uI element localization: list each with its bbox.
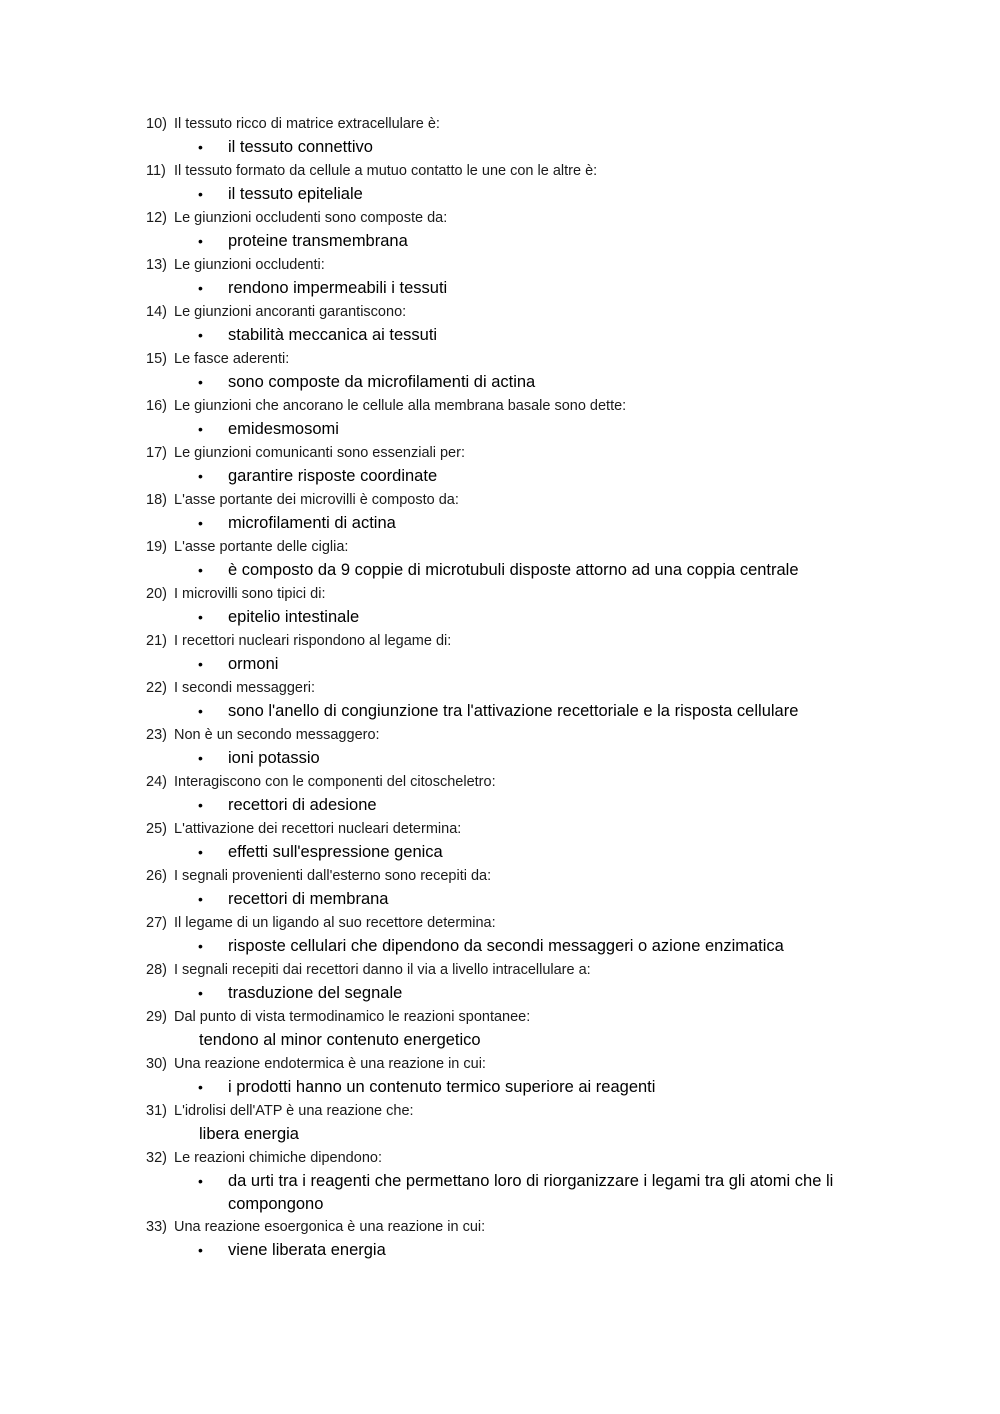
answer-line bbox=[146, 1075, 906, 1100]
question-number: 17) bbox=[146, 445, 167, 461]
answer-line bbox=[146, 182, 906, 207]
question-text: Il tessuto ricco di matrice extracellulare è: bbox=[174, 116, 440, 132]
answer-text: ormoni bbox=[228, 655, 279, 673]
question-line bbox=[146, 677, 906, 699]
bullet-icon: • bbox=[198, 797, 203, 813]
question-text: Le giunzioni che ancorano le cellule alla membrana basale sono dette: bbox=[174, 398, 627, 414]
question-number: 30) bbox=[146, 1056, 167, 1072]
answer-text: rendono impermeabili i tessuti bbox=[228, 279, 448, 297]
answer-line bbox=[146, 276, 906, 301]
question-text: Le fasce aderenti: bbox=[174, 351, 290, 367]
question-item bbox=[146, 1100, 906, 1147]
answer-text: il tessuto connettivo bbox=[228, 138, 373, 156]
answer-text: libera energia bbox=[199, 1125, 299, 1143]
question-line bbox=[146, 442, 906, 464]
question-item bbox=[146, 583, 906, 630]
bullet-icon: • bbox=[198, 327, 203, 343]
bullet-icon: • bbox=[198, 562, 203, 578]
question-number: 13) bbox=[146, 257, 167, 273]
question-line bbox=[146, 254, 906, 276]
question-item bbox=[146, 865, 906, 912]
answer-text: stabilità meccanica ai tessuti bbox=[228, 326, 438, 344]
question-line bbox=[146, 959, 906, 981]
answer-line bbox=[146, 699, 906, 724]
bullet-icon: • bbox=[198, 280, 203, 296]
question-line bbox=[146, 1100, 906, 1122]
question-text: Il tessuto formato da cellule a mutuo contatto le une con le altre è: bbox=[174, 163, 598, 179]
question-text: I segnali provenienti dall'esterno sono recepiti da: bbox=[174, 868, 492, 884]
answer-line bbox=[146, 840, 906, 865]
question-item bbox=[146, 113, 906, 160]
question-text: Una reazione esoergonica è una reazione in cui: bbox=[174, 1219, 486, 1235]
question-line bbox=[146, 583, 906, 605]
question-text: Il legame di un ligando al suo recettore determina: bbox=[174, 915, 496, 931]
question-line bbox=[146, 865, 906, 887]
bullet-icon: • bbox=[198, 515, 203, 531]
question-item bbox=[146, 677, 906, 724]
question-number: 29) bbox=[146, 1009, 167, 1025]
question-number: 26) bbox=[146, 868, 167, 884]
answer-line bbox=[146, 511, 906, 536]
answer-line bbox=[146, 1238, 906, 1263]
question-number: 27) bbox=[146, 915, 167, 931]
question-number: 12) bbox=[146, 210, 167, 226]
question-item bbox=[146, 771, 906, 818]
question-answer-list bbox=[146, 113, 906, 1263]
answer-text: ioni potassio bbox=[228, 749, 320, 767]
answer-line bbox=[146, 135, 906, 160]
question-item bbox=[146, 912, 906, 959]
question-line bbox=[146, 536, 906, 558]
answer-text: tendono al minor contenuto energetico bbox=[199, 1031, 481, 1049]
question-line bbox=[146, 348, 906, 370]
bullet-icon: • bbox=[198, 985, 203, 1001]
question-text: Non è un secondo messaggero: bbox=[174, 727, 380, 743]
answer-text: il tessuto epiteliale bbox=[228, 185, 363, 203]
question-text: L'idrolisi dell'ATP è una reazione che: bbox=[174, 1103, 414, 1119]
question-item bbox=[146, 724, 906, 771]
question-item bbox=[146, 395, 906, 442]
answer-line bbox=[146, 887, 906, 912]
question-number: 31) bbox=[146, 1103, 167, 1119]
question-text: Una reazione endotermica è una reazione in cui: bbox=[174, 1056, 486, 1072]
bullet-icon: • bbox=[198, 374, 203, 390]
question-line bbox=[146, 113, 906, 135]
answer-text: sono l'anello di congiunzione tra l'attivazione recettoriale e la risposta cellulare bbox=[228, 702, 799, 720]
question-text: Le reazioni chimiche dipendono: bbox=[174, 1150, 382, 1166]
answer-line bbox=[146, 934, 906, 959]
question-item bbox=[146, 1053, 906, 1100]
question-number: 21) bbox=[146, 633, 167, 649]
answer-text: da urti tra i reagenti che permettano loro di riorganizzare i legami tra gli atomi che li compongono bbox=[228, 1172, 834, 1213]
question-item bbox=[146, 442, 906, 489]
question-line bbox=[146, 1053, 906, 1075]
question-line bbox=[146, 630, 906, 652]
answer-line bbox=[146, 370, 906, 395]
question-item bbox=[146, 254, 906, 301]
question-line bbox=[146, 489, 906, 511]
question-item bbox=[146, 207, 906, 254]
bullet-icon: • bbox=[198, 186, 203, 202]
question-text: I recettori nucleari rispondono al legame di: bbox=[174, 633, 452, 649]
question-number: 28) bbox=[146, 962, 167, 978]
answer-line bbox=[146, 652, 906, 677]
question-line bbox=[146, 771, 906, 793]
question-item bbox=[146, 160, 906, 207]
question-text: Interagiscono con le componenti del citoscheletro: bbox=[174, 774, 496, 790]
question-number: 32) bbox=[146, 1150, 167, 1166]
question-item bbox=[146, 959, 906, 1006]
question-line bbox=[146, 301, 906, 323]
answer-line bbox=[146, 1169, 906, 1216]
answer-line bbox=[146, 417, 906, 442]
answer-text: epitelio intestinale bbox=[228, 608, 360, 626]
question-number: 23) bbox=[146, 727, 167, 743]
question-text: Dal punto di vista termodinamico le reazioni spontanee: bbox=[174, 1009, 531, 1025]
question-line bbox=[146, 160, 906, 182]
answer-line bbox=[146, 793, 906, 818]
answer-text: risposte cellulari che dipendono da secondi messaggeri o azione enzimatica bbox=[228, 937, 784, 955]
bullet-icon: • bbox=[198, 139, 203, 155]
question-item bbox=[146, 818, 906, 865]
question-item bbox=[146, 348, 906, 395]
question-number: 19) bbox=[146, 539, 167, 555]
question-text: Le giunzioni comunicanti sono essenziali per: bbox=[174, 445, 465, 461]
bullet-icon: • bbox=[198, 844, 203, 860]
bullet-icon: • bbox=[198, 1079, 203, 1095]
answer-line bbox=[146, 605, 906, 630]
bullet-icon: • bbox=[198, 938, 203, 954]
answer-line bbox=[146, 464, 906, 489]
answer-line bbox=[146, 323, 906, 348]
question-number: 18) bbox=[146, 492, 167, 508]
question-text: I secondi messaggeri: bbox=[174, 680, 316, 696]
question-text: L'asse portante dei microvilli è composto da: bbox=[174, 492, 459, 508]
answer-line bbox=[146, 1122, 906, 1147]
question-line bbox=[146, 818, 906, 840]
answer-text: proteine transmembrana bbox=[228, 232, 408, 250]
answer-text: sono composte da microfilamenti di actina bbox=[228, 373, 536, 391]
answer-line bbox=[146, 229, 906, 254]
question-item bbox=[146, 1147, 906, 1216]
answer-text: è composto da 9 coppie di microtubuli disposte attorno ad una coppia centrale bbox=[228, 561, 799, 579]
question-text: L'attivazione dei recettori nucleari determina: bbox=[174, 821, 462, 837]
question-number: 22) bbox=[146, 680, 167, 696]
question-line bbox=[146, 724, 906, 746]
answer-text: viene liberata energia bbox=[228, 1241, 386, 1259]
answer-text: trasduzione del segnale bbox=[228, 984, 403, 1002]
question-number: 11) bbox=[146, 163, 166, 179]
answer-text: garantire risposte coordinate bbox=[228, 467, 438, 485]
question-text: L'asse portante delle ciglia: bbox=[174, 539, 349, 555]
bullet-icon: • bbox=[198, 233, 203, 249]
question-text: Le giunzioni occludenti sono composte da: bbox=[174, 210, 448, 226]
question-line bbox=[146, 1216, 906, 1238]
bullet-icon: • bbox=[198, 750, 203, 766]
answer-line bbox=[146, 558, 906, 583]
question-item bbox=[146, 1216, 906, 1263]
answer-line bbox=[146, 1028, 906, 1053]
answer-text: effetti sull'espressione genica bbox=[228, 843, 443, 861]
question-item bbox=[146, 489, 906, 536]
bullet-icon: • bbox=[198, 703, 203, 719]
question-number: 25) bbox=[146, 821, 167, 837]
question-number: 15) bbox=[146, 351, 167, 367]
bullet-icon: • bbox=[198, 1242, 203, 1258]
question-number: 24) bbox=[146, 774, 167, 790]
bullet-icon: • bbox=[198, 421, 203, 437]
question-line bbox=[146, 912, 906, 934]
answer-text: emidesmosomi bbox=[228, 420, 339, 438]
question-number: 20) bbox=[146, 586, 167, 602]
answer-text: recettori di adesione bbox=[228, 796, 377, 814]
question-item bbox=[146, 301, 906, 348]
question-line bbox=[146, 395, 906, 417]
question-text: Le giunzioni ancoranti garantiscono: bbox=[174, 304, 407, 320]
question-text: I segnali recepiti dai recettori danno il via a livello intracellulare a: bbox=[174, 962, 591, 978]
question-number: 14) bbox=[146, 304, 167, 320]
answer-line bbox=[146, 746, 906, 771]
question-item bbox=[146, 630, 906, 677]
bullet-icon: • bbox=[198, 1173, 203, 1189]
question-item bbox=[146, 536, 906, 583]
question-item bbox=[146, 1006, 906, 1053]
answer-text: microfilamenti di actina bbox=[228, 514, 396, 532]
answer-line bbox=[146, 981, 906, 1006]
question-text: I microvilli sono tipici di: bbox=[174, 586, 326, 602]
question-number: 16) bbox=[146, 398, 167, 414]
question-number: 10) bbox=[146, 116, 167, 132]
question-line bbox=[146, 207, 906, 229]
question-number: 33) bbox=[146, 1219, 167, 1235]
bullet-icon: • bbox=[198, 891, 203, 907]
question-line bbox=[146, 1006, 906, 1028]
answer-text: recettori di membrana bbox=[228, 890, 389, 908]
bullet-icon: • bbox=[198, 609, 203, 625]
bullet-icon: • bbox=[198, 468, 203, 484]
question-line bbox=[146, 1147, 906, 1169]
bullet-icon: • bbox=[198, 656, 203, 672]
answer-text: i prodotti hanno un contenuto termico superiore ai reagenti bbox=[228, 1078, 656, 1096]
question-text: Le giunzioni occludenti: bbox=[174, 257, 325, 273]
